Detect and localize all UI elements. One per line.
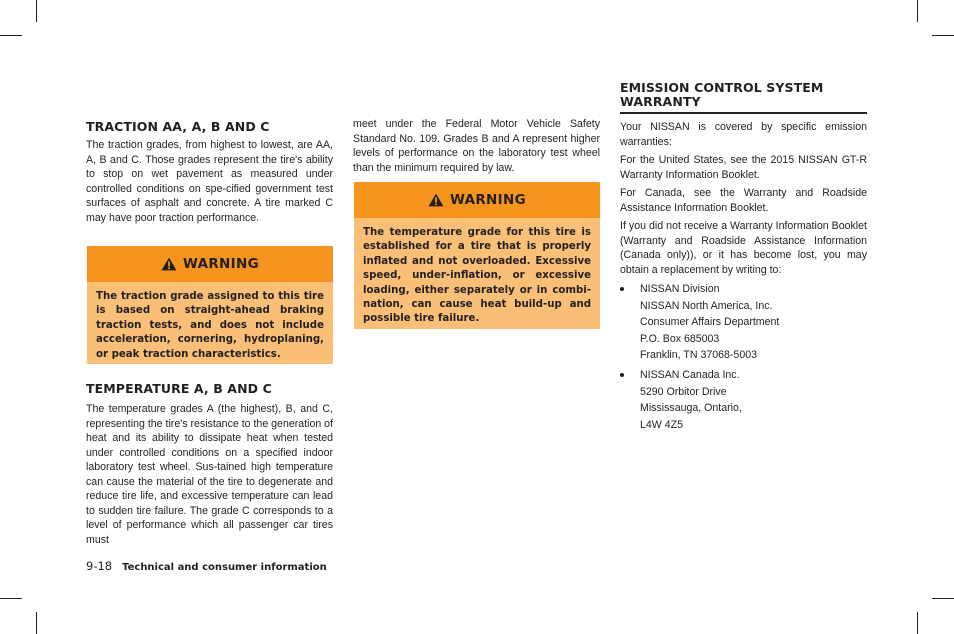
warning-triangle-icon [428, 193, 444, 207]
warning-box-temperature [354, 182, 600, 329]
temperature-heading: TEMPERATURE A, B AND C [86, 381, 272, 396]
crop-mark-bottom-left-v [36, 612, 37, 634]
warning-text: The temperature grade for this tire is established for a tire that is properly inflated and not overloaded. Excessive speed, under-inflation, or excessive loading, either separately or in combi-nation, can cause heat build-up and possible tire failure. [363, 227, 591, 325]
emission-para-1: Your NISSAN is covered by specific emission warranties: [620, 121, 867, 148]
warning-header [87, 246, 333, 282]
traction-heading: TRACTION AA, A, B AND C [86, 119, 270, 134]
emission-para-2: For the United States, see the 2015 NISSAN GT-R Warranty Information Booklet. [620, 154, 867, 181]
address-line: Mississauga, Ontario, [640, 402, 742, 415]
warning-title: WARNING [183, 256, 259, 272]
emission-heading-line2: WARRANTY [620, 94, 701, 109]
warning-triangle-icon [161, 257, 177, 271]
emission-para-4: If you did not receive a Warranty Information Booklet (Warranty and Roadside Assistance Information (Canada only)), or it has become lost, you may obtain a replacement by writing to: [620, 220, 867, 276]
page-footer [86, 559, 327, 573]
page-number: 9-18 [86, 559, 113, 573]
traction-body: The traction grades, from highest to lowest, are AA, A, B and C. Those grades represent the tire's ability to stop on wet pavement as measured under controlled conditions on spe-cified government test surfaces of asphalt and concrete. A tire marked C may have poor traction performance. [86, 139, 333, 224]
address-line: Franklin, TN 37068-5003 [640, 349, 757, 362]
section-title: Technical and consumer information [122, 562, 327, 573]
warning-header [354, 182, 600, 218]
crop-mark-bottom-right-v [917, 612, 918, 634]
crop-mark-top-right-v [917, 0, 918, 22]
warning-text: The traction grade assigned to this tire is based on straight-ahead braking traction tests, and does not include acceleration, cornering, hydroplaning, or peak traction characteristics. [96, 291, 324, 360]
warning-title: WARNING [450, 192, 526, 208]
address-line: Consumer Affairs Department [640, 316, 780, 329]
bullet-icon [620, 287, 624, 291]
emission-para-3: For Canada, see the Warranty and Roadside Assistance Information Booklet. [620, 187, 867, 214]
crop-mark-top-left-h [0, 35, 22, 36]
warning-box-traction [87, 246, 333, 364]
emission-heading-line1: EMISSION CONTROL SYSTEM [620, 80, 824, 95]
address-line: L4W 4Z5 [640, 418, 683, 431]
address-line: NISSAN Division [640, 283, 720, 295]
crop-mark-bottom-left-h [0, 598, 22, 599]
heading-rule [620, 112, 867, 114]
emission-heading [620, 81, 823, 109]
address-line: NISSAN Canada Inc. [640, 369, 740, 381]
crop-mark-top-left-v [36, 0, 37, 22]
address-line: P.O. Box 685003 [640, 332, 720, 345]
bullet-icon [620, 373, 624, 377]
temperature-body-continued: meet under the Federal Motor Vehicle Safety Standard No. 109. Grades B and A represent higher levels of performance on the laboratory test wheel than the minimum required by law. [353, 118, 600, 174]
address-line: NISSAN North America, Inc. [640, 299, 773, 312]
temperature-body: The temperature grades A (the highest), B, and C, representing the tire's resistance to the generation of heat and its ability to dissipate heat when tested under controlled conditions on a specified indoor laboratory test wheel. Sus-tained high temperature can cause the material of the tire to degenerate and reduce tire life, and excessive temperature can lead to sudden tire failure. The grade C corresponds to a level of performance which all passenger car tires must [86, 403, 334, 546]
crop-mark-top-right-h [932, 35, 954, 36]
crop-mark-bottom-right-h [932, 598, 954, 599]
address-line: 5290 Orbitor Drive [640, 385, 727, 398]
